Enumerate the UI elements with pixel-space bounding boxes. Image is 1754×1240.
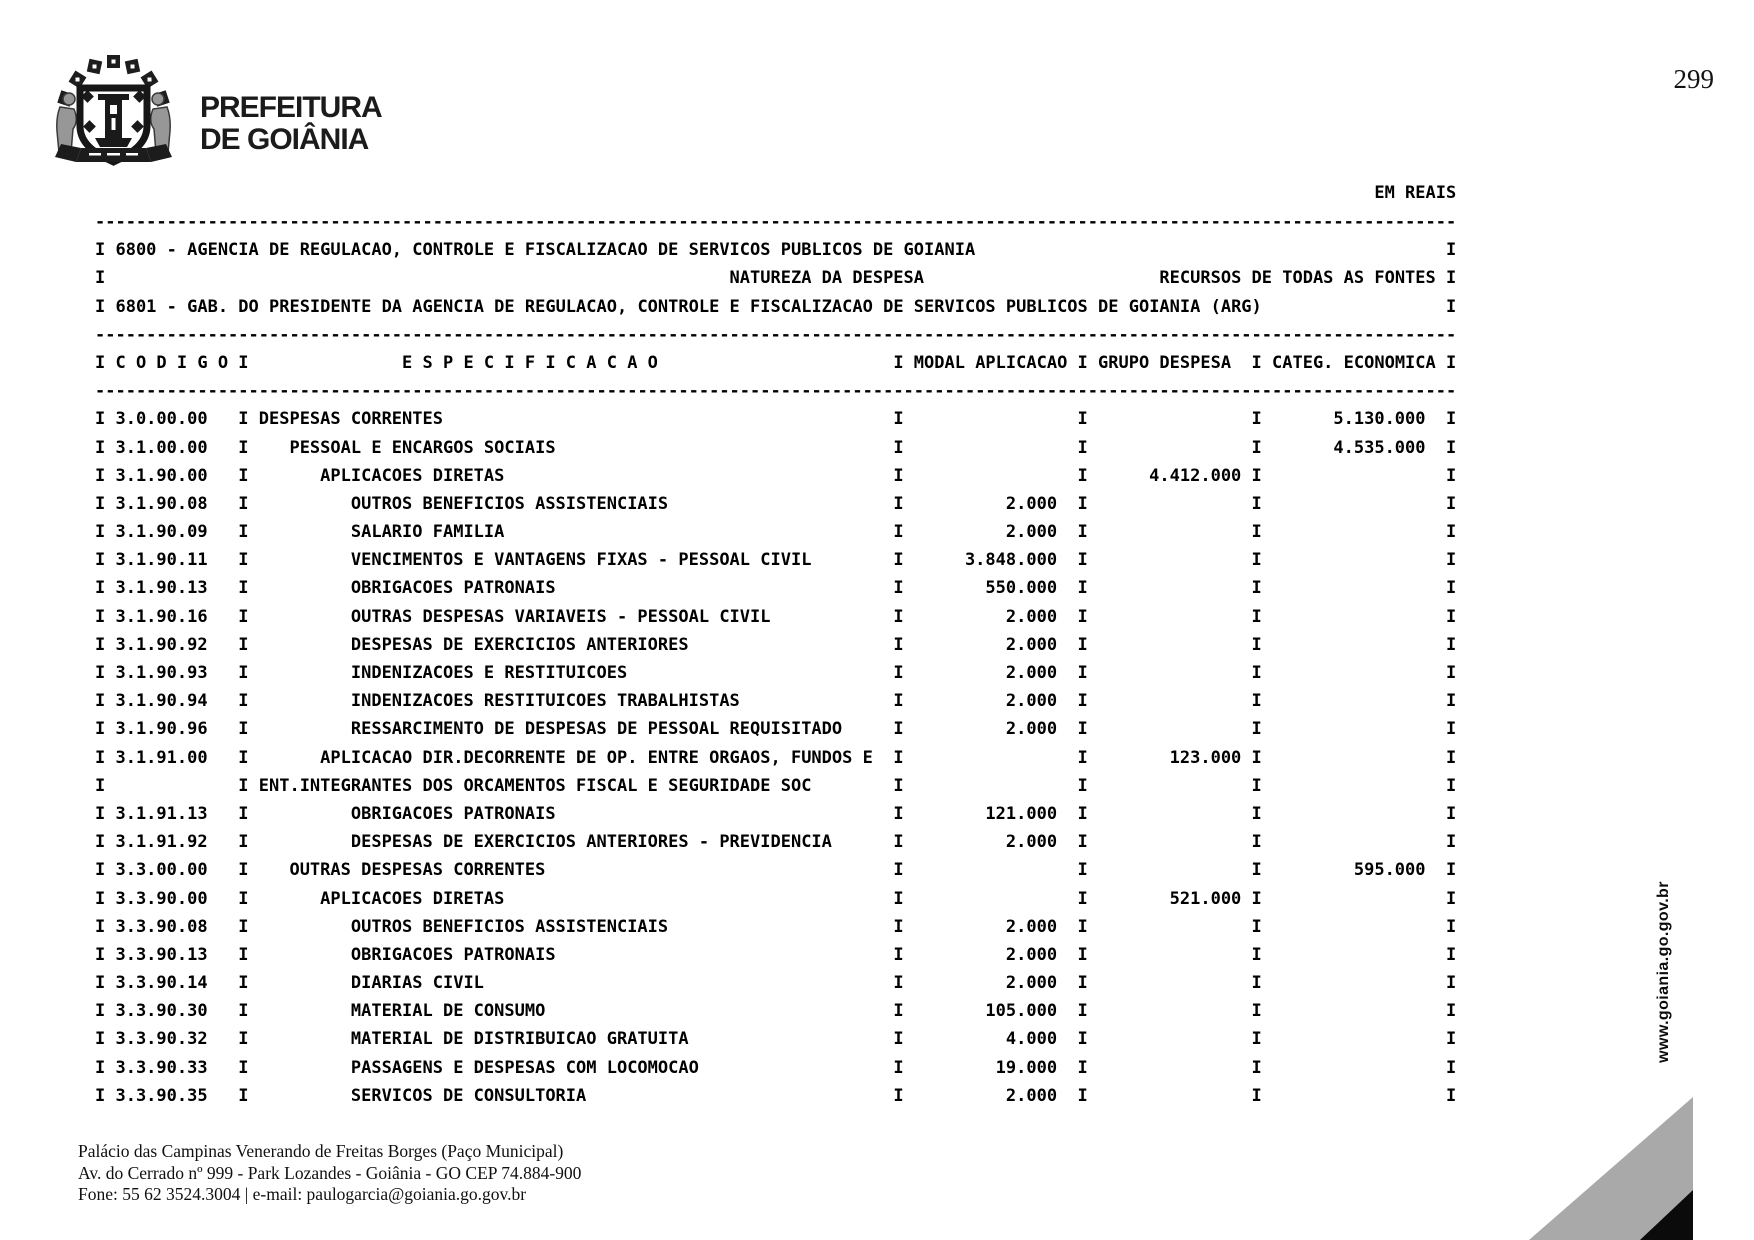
row-modal-aplicacao: 3.848.000 [964,550,1058,571]
column-separator: I [1446,973,1457,994]
column-separator: I [893,944,904,965]
column-separator: I [238,352,249,373]
col-header-modal: MODAL APLICACAO [913,352,1068,373]
row-specification: DESPESAS DE EXERCICIOS ANTERIORES - PREVIDENCIA [350,832,832,853]
header-logo [47,52,382,174]
table-row [95,494,1456,522]
row-code: 3.1.90.16 [115,606,208,627]
column-separator: I [1446,1001,1457,1022]
column-separator: I [1251,465,1262,486]
row-modal-aplicacao: 2.000 [1005,916,1058,937]
row-modal-aplicacao: 2.000 [1005,493,1058,514]
row-specification: OUTRAS DESPESAS CORRENTES [289,860,546,881]
column-separator: I [1446,550,1457,571]
unit-line-text: 6801 - GAB. DO PRESIDENTE DA AGENCIA DE REGULACAO, CONTROLE E FISCALIZACAO DE SERVICOS PUBLICOS DE GOIANIA (ARG) [115,296,1262,317]
column-separator: I [1446,944,1457,965]
column-separator: I [893,606,904,627]
column-separator: I [238,747,249,768]
column-separator: I [1446,296,1457,317]
row-code: 3.3.90.33 [115,1057,208,1078]
row-code: 3.3.90.08 [115,916,208,937]
column-separator: I [238,465,249,486]
footer-address [78,1141,581,1206]
column-separator: I [1251,1085,1262,1106]
column-separator: I [893,888,904,909]
row-modal-aplicacao: 2.000 [1005,719,1058,740]
table-row [95,522,1456,550]
column-separator: I [1251,1029,1262,1050]
column-separator: I [1251,522,1262,543]
column-separator: I [893,1029,904,1050]
column-separator: I [1446,606,1457,627]
column-separator: I [238,550,249,571]
unit-header-line [95,297,1456,325]
row-code: 3.1.90.08 [115,493,208,514]
column-separator: I [1251,550,1262,571]
row-specification: DESPESAS DE EXERCICIOS ANTERIORES [350,634,689,655]
column-separator: I [1446,240,1457,261]
column-separator: I [1251,578,1262,599]
column-separator: I [1077,916,1088,937]
row-code: 3.3.90.32 [115,1029,208,1050]
column-separator: I [1077,691,1088,712]
col-header-spec: E S P E C I F I C A C A O [402,352,658,373]
row-code: 3.1.90.09 [115,522,208,543]
divider-dashes: ------------------------------------------------------------------------------------------------------------------------------------- [95,324,1457,345]
column-separator: I [1077,606,1088,627]
column-separator: I [893,803,904,824]
row-specification: MATERIAL DE CONSUMO [350,1001,546,1022]
nature-label: NATUREZA DA DESPESA [729,268,925,289]
column-separator: I [1446,691,1457,712]
row-modal-aplicacao: 2.000 [1005,634,1058,655]
column-separator: I [1077,888,1088,909]
row-grupo-despesa: 521.000 [1169,888,1242,909]
table-row [95,438,1456,466]
column-separator: I [95,803,106,824]
table-row [95,889,1456,917]
column-separator: I [1077,578,1088,599]
column-separator: I [1446,437,1457,458]
org-line-text: 6800 - AGENCIA DE REGULACAO, CONTROLE E FISCALIZACAO DE SERVICOS PUBLICOS DE GOIANIA [115,240,976,261]
currency-note: EM REAIS [1374,183,1457,203]
row-code: 3.0.00.00 [115,409,208,430]
column-separator: I [238,1029,249,1050]
column-separator: I [1077,1057,1088,1078]
row-modal-aplicacao: 2.000 [1005,832,1058,853]
column-separator: I [238,860,249,881]
column-separator: I [893,663,904,683]
column-separator: I [1446,1029,1457,1050]
column-separator: I [1251,747,1262,768]
divider-dashes: ------------------------------------------------------------------------------------------------------------------------------------- [95,212,1457,232]
column-separator: I [95,437,106,458]
column-separator: I [893,691,904,712]
row-grupo-despesa: 123.000 [1169,747,1242,768]
column-separator: I [95,550,106,571]
column-separator: I [238,973,249,994]
column-separator: I [95,944,106,965]
column-separator: I [893,1001,904,1022]
column-separator: I [1446,832,1457,853]
row-specification: APLICACOES DIRETAS [320,465,505,486]
row-grupo-despesa: 4.412.000 [1149,465,1242,486]
column-separator: I [238,634,249,655]
table-row [95,635,1456,663]
row-specification: PESSOAL E ENCARGOS SOCIAIS [289,437,556,458]
row-specification: RESSARCIMENTO DE DESPESAS DE PESSOAL REQUISITADO [350,719,843,740]
row-specification: OUTRAS DESPESAS VARIAVEIS - PESSOAL CIVIL [350,606,771,627]
column-separator: I [238,1085,249,1106]
column-separator: I [95,578,106,599]
column-separator: I [893,550,904,571]
column-separator: I [1251,775,1262,796]
table-row [95,832,1456,860]
column-separator: I [1077,634,1088,655]
table-row [95,945,1456,973]
row-specification: APLICACOES DIRETAS [320,888,505,909]
page-number: 299 [1673,64,1714,94]
footer-line-1: Palácio das Campinas Venerando de Freitas Borges (Paço Municipal) [78,1141,564,1161]
divider-dashes: ------------------------------------------------------------------------------------------------------------------------------------- [95,381,1457,402]
row-code: 3.3.90.00 [115,888,208,909]
column-separator: I [1251,803,1262,824]
column-separator: I [1251,916,1262,937]
table-row [95,607,1456,635]
column-separator: I [95,409,106,430]
column-separator: I [95,634,106,655]
row-modal-aplicacao: 2.000 [1005,973,1058,994]
column-separator: I [893,973,904,994]
column-separator: I [1446,1057,1457,1078]
row-code: 3.1.91.92 [115,832,208,853]
column-separator: I [893,775,904,796]
column-separator: I [95,1029,106,1050]
column-separator: I [95,1085,106,1106]
column-separator: I [95,973,106,994]
column-separator: I [95,1057,106,1078]
row-specification: INDENIZACOES RESTITUICOES TRABALHISTAS [350,691,740,712]
column-separator: I [893,634,904,655]
col-header-code: C O D I G O [115,352,229,373]
column-separator: I [238,1057,249,1078]
column-separator: I [238,663,249,683]
column-separator: I [1077,973,1088,994]
column-separator: I [1251,1001,1262,1022]
column-separator: I [1251,719,1262,740]
row-specification: APLICACAO DIR.DECORRENTE DE OP. ENTRE ORGAOS, FUNDOS E [320,747,873,768]
row-modal-aplicacao: 2.000 [1005,691,1058,712]
table-row [95,748,1456,776]
column-separator: I [1446,860,1457,881]
column-separator: I [238,832,249,853]
column-separator: I [893,437,904,458]
column-separator: I [1446,663,1457,683]
nature-header-line [95,268,1456,296]
sources-label: RECURSOS DE TODAS AS FONTES [1159,268,1436,289]
row-modal-aplicacao: 105.000 [985,1001,1058,1022]
table-divider [95,212,1456,240]
column-separator: I [1077,832,1088,853]
row-categ-economica: 4.535.000 [1333,437,1426,458]
row-code: 3.1.90.96 [115,719,208,740]
column-separator: I [238,437,249,458]
table-row [95,550,1456,578]
column-separator: I [1251,860,1262,881]
row-modal-aplicacao: 550.000 [985,578,1058,599]
column-separator: I [893,832,904,853]
column-separator: I [95,352,106,373]
column-separator: I [893,409,904,430]
column-separator: I [893,522,904,543]
row-specification: ENT.INTEGRANTES DOS ORCAMENTOS FISCAL E SEGURIDADE SOC [258,775,812,796]
column-separator: I [1251,691,1262,712]
column-separator: I [1251,663,1262,683]
column-separator: I [1251,944,1262,965]
table-row [95,917,1456,945]
column-separator: I [95,860,106,881]
row-code: 3.1.90.93 [115,663,208,683]
column-separator: I [1077,493,1088,514]
row-modal-aplicacao: 2.000 [1005,606,1058,627]
column-separator: I [893,465,904,486]
footer-line-2: Av. do Cerrado nº 999 - Park Lozandes - Goiânia - GO CEP 74.884-900 [78,1162,582,1183]
table-row [95,804,1456,832]
column-separator: I [1077,1001,1088,1022]
column-separator: I [1077,522,1088,543]
row-specification: OBRIGACOES PATRONAIS [350,944,556,965]
row-modal-aplicacao: 2.000 [1005,1085,1058,1106]
column-separator: I [238,775,249,796]
row-specification: DESPESAS CORRENTES [258,409,443,430]
column-separator: I [1251,352,1262,373]
row-modal-aplicacao: 19.000 [995,1057,1058,1078]
column-separator: I [238,691,249,712]
column-separator: I [893,916,904,937]
column-separator: I [893,1057,904,1078]
column-separator: I [95,775,106,796]
website-vertical-text: www.goiania.go.gov.br [1655,881,1672,1063]
column-separator: I [95,719,106,740]
column-separator: I [95,522,106,543]
column-separator: I [95,268,106,289]
row-code: 3.1.90.92 [115,634,208,655]
column-separator: I [95,747,106,768]
table-row [95,466,1456,494]
column-separator: I [1077,663,1088,683]
org-header-line [95,240,1456,268]
table-row [95,691,1456,719]
table-row [95,860,1456,888]
column-separator: I [893,352,904,373]
column-separator: I [1077,860,1088,881]
column-separator: I [1446,916,1457,937]
column-separator: I [1446,1085,1457,1106]
column-separator: I [1446,747,1457,768]
column-separator: I [238,719,249,740]
logo-title-line2: DE GOIÂNIA [200,123,369,156]
row-modal-aplicacao: 2.000 [1005,522,1058,543]
table-row [95,1086,1456,1114]
column-separator: I [1251,493,1262,514]
column-separator: I [1251,409,1262,430]
table-row [95,409,1456,437]
column-separator: I [1446,803,1457,824]
row-code: 3.3.90.14 [115,973,208,994]
column-separator: I [238,944,249,965]
column-separator: I [1077,550,1088,571]
row-specification: MATERIAL DE DISTRIBUICAO GRATUITA [350,1029,689,1050]
row-categ-economica: 595.000 [1353,860,1426,881]
row-specification: OUTROS BENEFICIOS ASSISTENCIAIS [350,493,669,514]
column-separator: I [893,860,904,881]
column-separator: I [95,691,106,712]
row-code: 3.3.90.35 [115,1085,208,1106]
column-separator: I [238,522,249,543]
row-code: 3.3.90.13 [115,944,208,965]
column-separator: I [95,240,106,261]
column-separator: I [1251,634,1262,655]
column-separator: I [1077,409,1088,430]
logo-title [200,92,382,156]
column-separator: I [1077,437,1088,458]
column-separator: I [95,916,106,937]
row-specification: VENCIMENTOS E VANTAGENS FIXAS - PESSOAL CIVIL [350,550,812,571]
row-code: 3.1.91.00 [115,747,208,768]
table-row [95,973,1456,1001]
column-separator: I [238,1001,249,1022]
footer-line-3: Fone: 55 62 3524.3004 | e-mail: paulogarcia@goiania.go.gov.br [78,1184,527,1204]
row-code: 3.1.90.13 [115,578,208,599]
column-separator: I [95,606,106,627]
table-divider [95,381,1456,409]
column-separator: I [238,888,249,909]
table-row [95,776,1456,804]
col-header-categ: CATEG. ECONOMICA [1272,352,1436,373]
row-modal-aplicacao: 4.000 [1005,1029,1058,1050]
col-header-grupo: GRUPO DESPESA [1098,352,1232,373]
row-modal-aplicacao: 2.000 [1005,663,1058,683]
column-separator: I [1446,775,1457,796]
table-row [95,663,1456,691]
table-row [95,578,1456,606]
column-separator: I [95,663,106,683]
table-row [95,1029,1456,1057]
row-code: 3.3.00.00 [115,860,208,881]
column-separator: I [1446,268,1457,289]
column-separator: I [238,803,249,824]
column-separator: I [893,578,904,599]
column-separator: I [1446,465,1457,486]
column-separator: I [1251,606,1262,627]
column-separator: I [1251,973,1262,994]
column-separator: I [1446,888,1457,909]
row-specification: SERVICOS DE CONSULTORIA [350,1085,587,1106]
row-specification: INDENIZACOES E RESTITUICOES [350,663,628,683]
column-separator: I [893,747,904,768]
column-separator: I [95,1001,106,1022]
row-specification: SALARIO FAMILIA [350,522,505,543]
column-separator: I [95,888,106,909]
row-specification: PASSAGENS E DESPESAS COM LOCOMOCAO [350,1057,699,1078]
column-separator: I [1251,437,1262,458]
column-separator: I [1077,719,1088,740]
row-code: 3.1.90.94 [115,691,208,712]
column-separator: I [1251,888,1262,909]
column-separator: I [1251,1057,1262,1078]
logo-title-line1: PREFEITURA [200,91,382,124]
row-specification: OBRIGACOES PATRONAIS [350,578,556,599]
row-categ-economica: 5.130.000 [1333,409,1426,430]
column-separator: I [1077,747,1088,768]
row-modal-aplicacao: 121.000 [985,803,1058,824]
column-header-line [95,353,1456,381]
report-table [95,212,1456,1114]
row-code: 3.3.90.30 [115,1001,208,1022]
city-crest-icon [47,52,180,174]
column-separator: I [238,409,249,430]
column-separator: I [1077,1085,1088,1106]
column-separator: I [1446,522,1457,543]
column-separator: I [1446,634,1457,655]
column-separator: I [238,916,249,937]
table-row [95,1001,1456,1029]
column-separator: I [893,493,904,514]
column-separator: I [238,493,249,514]
column-separator: I [95,493,106,514]
row-code: 3.1.90.11 [115,550,208,571]
column-separator: I [1446,352,1457,373]
column-separator: I [1077,803,1088,824]
column-separator: I [95,832,106,853]
row-specification: OBRIGACOES PATRONAIS [350,803,556,824]
column-separator: I [1251,832,1262,853]
column-separator: I [238,578,249,599]
column-separator: I [1077,352,1088,373]
row-code: 3.1.90.00 [115,465,208,486]
table-row [95,1058,1456,1086]
column-separator: I [1446,578,1457,599]
row-code: 3.1.00.00 [115,437,208,458]
column-separator: I [1077,944,1088,965]
row-modal-aplicacao: 2.000 [1005,944,1058,965]
table-divider [95,325,1456,353]
column-separator: I [1077,1029,1088,1050]
column-separator: I [95,465,106,486]
column-separator: I [1077,465,1088,486]
column-separator: I [1446,493,1457,514]
row-code: 3.1.91.13 [115,803,208,824]
column-separator: I [893,719,904,740]
row-specification: DIARIAS CIVIL [350,973,484,994]
column-separator: I [1077,775,1088,796]
table-row [95,719,1456,747]
column-separator: I [1446,409,1457,430]
column-separator: I [1446,719,1457,740]
column-separator: I [893,1085,904,1106]
column-separator: I [95,296,106,317]
row-specification: OUTROS BENEFICIOS ASSISTENCIAIS [350,916,669,937]
column-separator: I [238,606,249,627]
